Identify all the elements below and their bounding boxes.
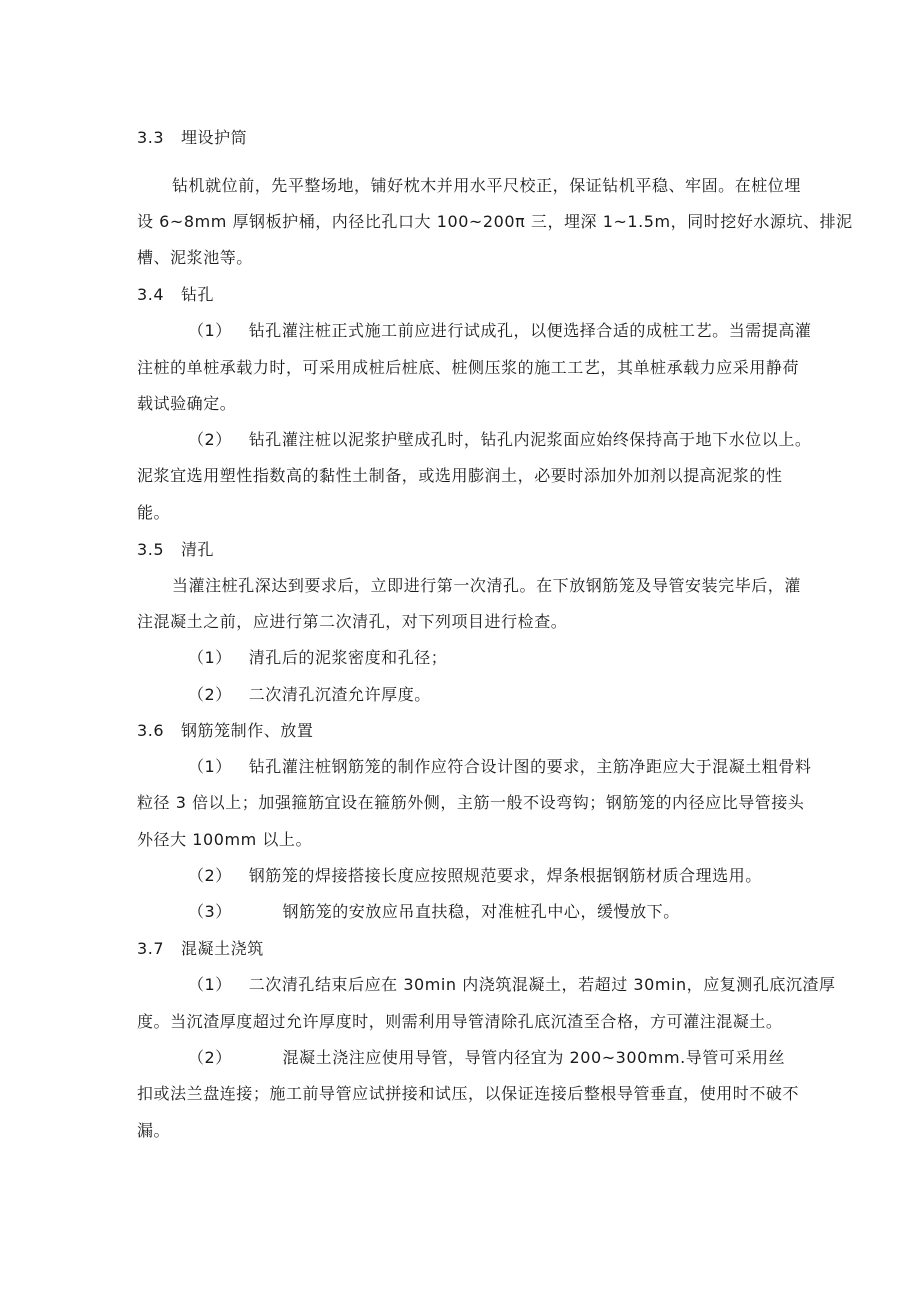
section-heading: 3.3 埋设护筒	[137, 128, 248, 147]
paragraph-line: （1） 钻孔灌注桩钢筋笼的制作应符合设计图的要求，主筋净距应大于混凝土粗骨料	[188, 757, 812, 776]
paragraph-line: 外径大 100mm 以上。	[137, 830, 313, 849]
paragraph-line: 漏。	[137, 1121, 171, 1140]
paragraph-line: 设 6~8mm 厚钢板护桶，内径比孔口大 100~200π 三，埋深 1~1.5m，同时挖好水源坑、排泥	[137, 212, 853, 231]
paragraph-line: 钻机就位前，先平整场地，铺好枕木并用水平尺校正，保证钻机平稳、牢固。在桩位埋	[172, 176, 801, 195]
section-heading: 3.4 钻孔	[137, 285, 215, 304]
paragraph-line: 泥浆宜选用塑性指数高的黏性土制备，或选用膨润土，必要时添加外加剂以提高泥浆的性	[137, 466, 783, 485]
paragraph-line: 载试验确定。	[137, 394, 237, 413]
paragraph-line: （2） 混凝土浇注应使用导管，导管内径宜为 200~300mm.导管可采用丝	[188, 1048, 786, 1067]
paragraph-line: 当灌注桩孔深达到要求后，立即进行第一次清孔。在下放钢筋笼及导管安装完毕后，灌	[172, 576, 801, 595]
paragraph-line: （2） 二次清孔沉渣允许厚度。	[188, 685, 431, 704]
section-heading: 3.5 清孔	[137, 540, 215, 559]
paragraph-line: 注桩的单桩承载力时，可采用成桩后桩底、桩侧压浆的施工工艺，其单桩承载力应采用静荷	[137, 358, 800, 377]
paragraph-line: 能。	[137, 503, 171, 522]
section-heading: 3.7 混凝土浇筑	[137, 939, 264, 958]
paragraph-line: （2） 钢筋笼的焊接搭接长度应按照规范要求，焊条根据钢筋材质合理选用。	[188, 866, 762, 885]
paragraph-line: 注混凝土之前，应进行第二次清孔，对下列项目进行检查。	[137, 612, 568, 631]
paragraph-line: 粒径 3 倍以上；加强箍筋宜设在箍筋外侧，主筋一般不设弯钩；钢筋笼的内径应比导管接头	[137, 793, 805, 812]
paragraph-line: （2） 钻孔灌注桩以泥浆护壁成孔时，钻孔内泥浆面应始终保持高于地下水位以上。	[188, 430, 812, 449]
paragraph-line: （3） 钢筋笼的安放应吊直扶稳，对准桩孔中心，缓慢放下。	[188, 902, 680, 921]
paragraph-line: （1） 钻孔灌注桩正式施工前应进行试成孔，以便选择合适的成桩工艺。当需提高灌	[188, 321, 812, 340]
paragraph-line: （1） 清孔后的泥浆密度和孔径；	[188, 648, 448, 667]
paragraph-line: （1） 二次清孔结束后应在 30min 内浇筑混凝土，若超过 30min，应复测孔底沉渣厚	[188, 975, 836, 994]
section-heading: 3.6 钢筋笼制作、放置	[137, 721, 314, 740]
paragraph-line: 槽、泥浆池等。	[137, 248, 253, 267]
paragraph-line: 扣或法兰盘连接；施工前导管应试拼接和试压，以保证连接后整根导管垂直，使用时不破不	[137, 1084, 800, 1103]
paragraph-line: 度。当沉渣厚度超过允许厚度时，则需利用导管清除孔底沉渣至合格，方可灌注混凝土。	[137, 1012, 783, 1031]
